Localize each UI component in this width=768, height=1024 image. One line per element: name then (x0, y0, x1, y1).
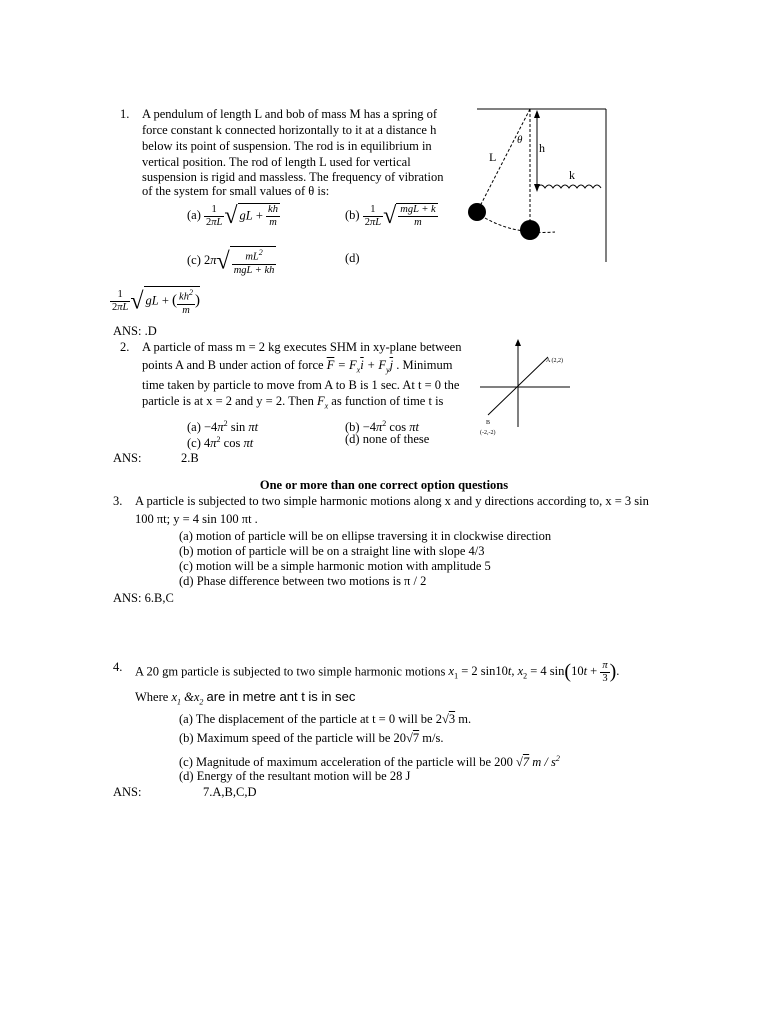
q2-text-line (142, 394, 443, 414)
q4-option-b-text: (b) Maximum speed of the particle will be (179, 731, 391, 745)
q2-option-b-formula: $-4\pi^2$ cos πt (362, 419, 419, 435)
q4-x1-x2-symbols: $x_1$ $\&x_2$ (171, 690, 204, 707)
q1-option-c-formula: 2π√ $\frac{mL^2}{\text{mgL + kh}}$ (204, 248, 275, 276)
q1-text-line: vertical position. The rod of length L used for vertical (142, 155, 411, 169)
L-label: L (489, 150, 497, 164)
q1-text-line: A pendulum of length L and bob of mass M has a spring of (142, 107, 437, 121)
q1-text-line: force constant k connected horizontally to it at a distance h (142, 123, 437, 137)
q2-force-formula: $\overline{F} = F_x\overline{i} + F_y\overline{j}$ (326, 358, 394, 375)
q4-text-segment: A 20 gm particle is subjected to two simple harmonic motions (135, 664, 446, 679)
q1-number: 1. (120, 107, 130, 121)
q3-answer: ANS: 6.B,C (113, 591, 174, 605)
q2-text-segment: . Minimum (396, 358, 453, 372)
q4-answer-value: 7.A,B,C,D (203, 785, 257, 799)
q1-option-b-formula: $\frac{1}{2\pi L}$ √ $\frac{\text{mgL + k}}{m}$ (364, 203, 436, 229)
q4-option-b (179, 731, 443, 746)
q1-text-line: of the system for small values of θ is: (142, 184, 330, 198)
point-A-label: A (2,2) (546, 358, 563, 364)
q4-text-line (135, 660, 619, 685)
q1-option-b-label: (b) (345, 207, 360, 222)
q4-option-a-text: (a) The displacement of the particle at t = 0 will be (179, 712, 433, 726)
section-title: One or more than one correct option questions (259, 478, 509, 492)
q4-number: 4. (113, 660, 123, 674)
point-B-coords: (-2,-2) (480, 430, 496, 436)
q4-option-a (179, 712, 471, 727)
q4-option-b-unit: m/s. (422, 731, 444, 745)
q4-option-a-value: 2√3 (435, 712, 456, 726)
q2-text-line: time taken by particle to move from A to B is 1 sec. At t = 0 the (142, 378, 460, 392)
q2-text-segment: particle is at x = 2 and y = 2. Then (142, 394, 314, 408)
q4-answer-label: ANS: (113, 785, 142, 799)
q2-option-a-formula: $-4\pi^2$ sin πt (204, 419, 259, 435)
q3-text-line: A particle is subjected to two simple harmonic motions along x and y directions according to, x = 3 sin (135, 494, 649, 508)
q2-text-segment: points A and B under action of force (142, 358, 324, 372)
q3-text-line: 100 πt; y = 4 sin 100 πt . (135, 512, 258, 526)
q2-option-b-label: (b) (345, 420, 360, 435)
q3-option-d: (d) Phase difference between two motions is π / 2 (179, 574, 427, 588)
q1-option-a-formula: $\frac{1}{2\pi L}$ √ gL + $\frac{kh}{m}$ (206, 203, 278, 229)
q3-number: 3. (113, 494, 123, 508)
theta-label: θ (517, 134, 523, 146)
q2-text-line: A particle of mass m = 2 kg executes SHM in xy-plane between (142, 340, 462, 354)
q2-number: 2. (120, 340, 130, 354)
q4-option-a-unit: m. (458, 712, 472, 726)
h-label: h (539, 141, 545, 155)
q2-option-c-label: (c) (187, 436, 201, 451)
q1-option-d-formula: $\frac{1}{2\pi L}$ √ gL + ( $\frac{kh^2}{m}$ ) (112, 288, 200, 316)
q2-option-c-formula: $4\pi^2$ cos πt (204, 435, 254, 451)
q2-answer-label: ANS: (113, 451, 142, 465)
q3-option-a: (a) motion of particle will be on ellipse traversing it in clockwise direction (179, 529, 552, 543)
q2-axes-figure (470, 335, 580, 445)
bob-equilibrium (520, 220, 540, 240)
q1-option-c-label: (c) (187, 253, 201, 268)
bob-displaced (468, 203, 486, 221)
spring (537, 185, 601, 188)
q4-option-c-text: (c) Magnitude of maximum acceleration of the particle will be 200 (179, 755, 513, 770)
q1-option-b (345, 203, 438, 229)
q2-option-c (187, 432, 253, 451)
q4-option-d: (d) Energy of the resultant motion will be 28 J (179, 769, 411, 783)
q4-text-segment: are in metre ant t is in sec (206, 689, 356, 704)
q4-option-c (179, 751, 560, 770)
q1-answer: ANS: .D (113, 324, 157, 338)
q1-text-line: suspension is rigid and massless. The frequency of vibration (142, 170, 444, 184)
q2-option-a-label: (a) (187, 420, 201, 435)
arc-path (485, 218, 555, 232)
q4-option-c-unit: √7 m / $s^2$ (516, 754, 560, 770)
displaced-rod-line (477, 109, 530, 212)
q1-option-c (187, 246, 276, 277)
q2-text-segment: as function of time t is (331, 394, 444, 408)
q3-option-c: (c) motion will be a simple harmonic motion with amplitude 5 (179, 559, 491, 573)
q2-text-line (142, 358, 452, 378)
point-B-label: B (486, 420, 491, 426)
q1-option-d-label: (d) (345, 251, 360, 265)
q1-pendulum-figure (455, 100, 615, 265)
q4-shm-equations: $x_1 = 2$ sin10t, $x_2 = 4$ sin(10t + $\frac{\pi}{3}$ ). (448, 660, 620, 684)
q4-option-b-value: 20√7 (393, 731, 420, 745)
q2-answer-value: 2.B (181, 451, 199, 465)
k-label: k (569, 168, 575, 182)
q2-fx-symbol: $F_x$ (316, 394, 329, 411)
q2-option-d: (d) none of these (345, 432, 430, 446)
q4-text-segment: Where (135, 690, 169, 704)
q4-text-line (135, 689, 355, 710)
q1-option-a (187, 203, 280, 229)
q1-option-a-label: (a) (187, 207, 201, 222)
q1-text-line: below its point of suspension. The rod is in equilibrium in (142, 139, 432, 153)
q3-option-b: (b) motion of particle will be on a straight line with slope 4/3 (179, 544, 485, 558)
